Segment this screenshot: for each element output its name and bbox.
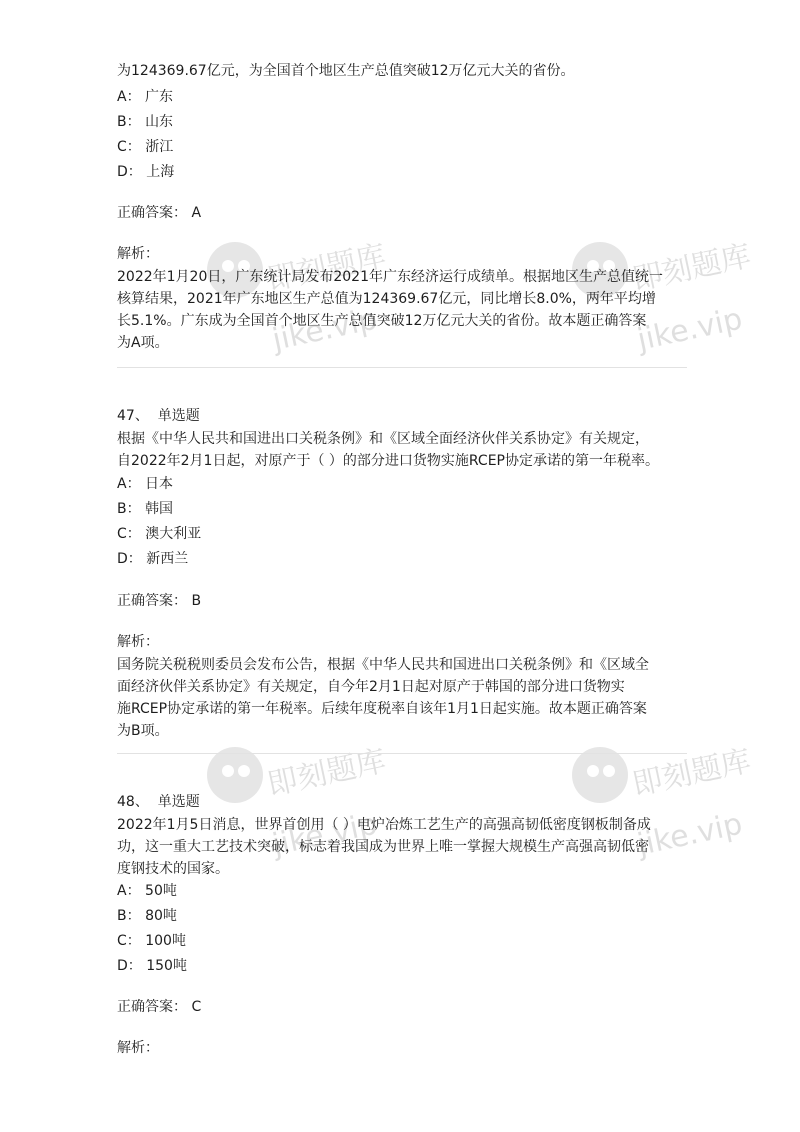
option-c: C： 澳大利亚 — [117, 526, 202, 542]
option-c: C： 100吨 — [117, 933, 186, 949]
question-type: 单选题 — [157, 794, 200, 810]
watermark-url: jike.vip — [269, 301, 381, 358]
divider — [117, 367, 687, 368]
watermark-url: jike.vip — [634, 806, 746, 863]
option-a: A： 广东 — [117, 89, 174, 105]
divider — [117, 753, 687, 754]
correct-answer: 正确答案： A — [117, 205, 202, 221]
watermark-brand: 即刻题库 — [629, 743, 755, 803]
option-a: A： 50吨 — [117, 883, 177, 899]
analysis-label: 解析： — [117, 634, 159, 650]
watermark-url: jike.vip — [634, 301, 746, 358]
question-stem: 2022年1月5日消息，世界首创用（ ）电炉冶炼工艺生产的高强高韧低密度钢板制备成 功，这一重大工艺技术突破，标志着我国成为世界上唯一掌握大规模生产高强高韧低密 度钢技术的国家。 — [117, 817, 651, 877]
question-header — [117, 791, 200, 813]
watermark-brand: 即刻题库 — [264, 238, 390, 298]
watermark-brand: 即刻题库 — [264, 743, 390, 803]
watermark-url: jike.vip — [269, 806, 381, 863]
watermark-brand: 即刻题库 — [629, 238, 755, 298]
analysis-text: 2022年1月20日，广东统计局发布2021年广东经济运行成绩单。根据地区生产总值统一 核算结果，2021年广东地区生产总值为124369.67亿元，同比增长8.0%，两年平均增 长5.1%。广东成为全国首个地区生产总值突破12万亿元大关的省份。故本题正确答案 为A项。 — [117, 269, 663, 351]
option-d: D： 上海 — [117, 164, 175, 180]
question-number: 47、 — [117, 408, 149, 424]
option-c: C： 浙江 — [117, 139, 174, 155]
option-d: D： 150吨 — [117, 958, 187, 974]
question-header — [117, 405, 200, 427]
option-b: B： 山东 — [117, 114, 174, 130]
question-number: 48、 — [117, 794, 149, 810]
answer-value: A — [191, 205, 202, 221]
option-d: D： 新西兰 — [117, 551, 189, 567]
answer-value: B — [191, 593, 202, 609]
analysis-label: 解析： — [117, 1040, 159, 1056]
question-stem: 根据《中华人民共和国进出口关税条例》和《区域全面经济伙伴关系协定》有关规定， 自2022年2月1日起，对原产于（ ）的部分进口货物实施RCEP协定承诺的第一年税率。 — [117, 431, 659, 469]
question-type: 单选题 — [157, 408, 200, 424]
option-b: B： 80吨 — [117, 908, 177, 924]
answer-value: C — [191, 999, 202, 1015]
option-b: B： 韩国 — [117, 501, 174, 517]
correct-answer: 正确答案： B — [117, 593, 202, 609]
question-stem: 为124369.67亿元，为全国首个地区生产总值突破12万亿元大关的省份。 — [117, 63, 575, 79]
analysis-text: 国务院关税税则委员会发布公告，根据《中华人民共和国进出口关税条例》和《区域全 面经济伙伴关系协定》有关规定，自今年2月1日起对原产于韩国的部分进口货物实 施RCEP协定承诺的第一年税率。后续年度税率自该年1月1日起实施。故本题正确答案 为B项。 — [117, 657, 649, 739]
correct-answer: 正确答案： C — [117, 999, 202, 1015]
option-a: A： 日本 — [117, 476, 174, 492]
analysis-label: 解析： — [117, 246, 159, 262]
